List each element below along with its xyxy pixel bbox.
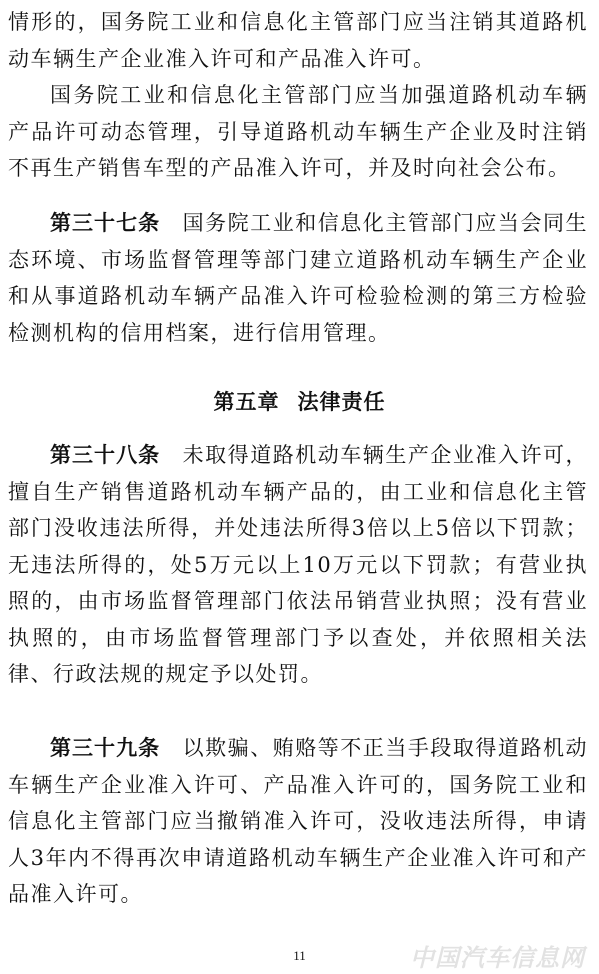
article-39-number: 第三十九条 xyxy=(50,736,161,760)
watermark-logo: 中国汽车信息网 xyxy=(410,944,585,972)
chapter-number: 第五章 xyxy=(213,390,280,414)
paragraph-dynamic-management: 国务院工业和信息化主管部门应当加强道路机动车辆产品许可动态管理，引导道路机动车辆生产企业及时注销不再生产销售车型的产品准入许可，并及时向社会公布。 xyxy=(8,83,588,180)
article-38-text: 未取得道路机动车辆生产企业准入许可，擅自生产销售道路机动车辆产品的，由工业和信息化主管部门没收违法所得，并处违法所得3倍以上5倍以下罚款；无违法所得的，处5万元以上10万元以下罚款；有营业执照的，由市场监督管理部门依法吊销营业执照；没有营业执照的，由市场监督管理部门予以查处，并依照相关法律、行政法规的规定予以处罚。 xyxy=(8,443,588,686)
article-37 xyxy=(8,205,588,351)
article-39-text: 以欺骗、贿赂等不正当手段取得道路机动车辆生产企业准入许可、产品准入许可的，国务院工业和信息化主管部门应当撤销准入许可，没收违法所得，申请人3年内不得再次申请道路机动车辆生产企业准入许可和产品准入许可。 xyxy=(8,736,588,906)
article-38 xyxy=(8,437,588,693)
article-37-text: 国务院工业和信息化主管部门应当会同生态环境、市场监督管理等部门建立道路机动车辆生产企业和从事道路机动车辆产品准入许可检验检测的第三方检验检测机构的信用档案，进行信用管理。 xyxy=(8,211,588,345)
chapter-heading xyxy=(0,386,599,416)
article-39 xyxy=(8,730,588,913)
article-37-number: 第三十七条 xyxy=(50,211,161,235)
article-38-number: 第三十八条 xyxy=(50,443,161,467)
chapter-title: 法律责任 xyxy=(297,390,386,414)
page-number: 11 xyxy=(293,948,306,963)
paragraph-continuation: 情形的，国务院工业和信息化主管部门应当注销其道路机动车辆生产企业准入许可和产品准入许可。 xyxy=(8,10,588,71)
